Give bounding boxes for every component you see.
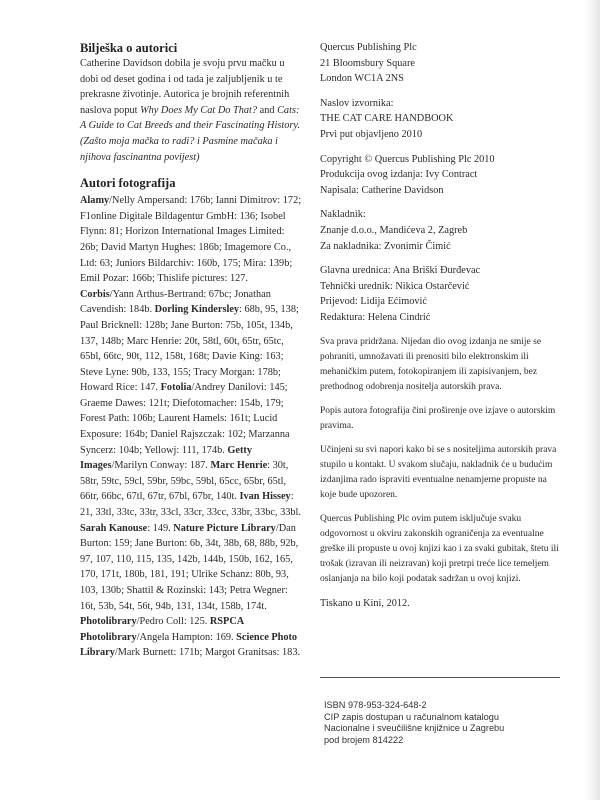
credit-text: /Dan Burton: 159; Jane Burton: 6b, 34t, 38b, 68, 88b, 92b, 97, 107, 110, 115, 135, 142b, 144b, 150b, 162, 165, 170, 171t, 180b, 181, 191; Ulrike Schanz: 80b, 93, 103, 130b; Shattil & Rozinski: 143; Petra Wegner: 16t, 53b, 54t, 56t, 94b, 131, 134t, 158b, 174t. bbox=[80, 522, 299, 612]
editor-in-chief: Glavna urednica: Ana Briški Đurđevac bbox=[320, 265, 481, 277]
credit-text: /Angela Hampton: 169. bbox=[136, 631, 237, 643]
croatian-publisher-address: Znanje d.o.o., Mandićeva 2, Zagreb bbox=[320, 224, 468, 236]
technical-editor: Tehnički urednik: Nikica Ostarčević bbox=[320, 280, 470, 292]
original-title-label: Naslov izvornika: bbox=[320, 97, 394, 109]
about-author-title-2: Cats: A Guide to Cat Breeds and their Fascinating History.(Zašto moja mačka to radi? i Pasmine mačaka i njihova fascinantna povijest) bbox=[80, 104, 300, 163]
staff-block bbox=[320, 263, 560, 325]
credit-text: /Nelly Ampersand: 176b; Ianni Dimitrov: 172; F1online Digitale Bildagentur GmbH: 136; Isobel Flynn: 81; Horizon International Images Limited: 26b; David Martyn Hughes: 186b; Imagemore Co., Ltd: 63; Juniors Bildarchiv: 160b, 175; Mira: 139b; Emil Pozar: 166b; Thislife pictures: 127. bbox=[80, 195, 302, 285]
divider-rule bbox=[320, 677, 560, 678]
credit-text: /Andrey Danilovi: 145; Graeme Dawes: 121t; Diefotomacher: 154b, 179; Forest Path: 106b; Laurent Hamels: 161t; Lucid Exposure: 164b; Daniel Rajszczak: 102; Marzanna Syncerz: 104b; Yellowj: 111, 174b. bbox=[80, 382, 290, 456]
cip-line-1: CIP zapis dostupan u računalnom katalogu bbox=[324, 711, 500, 722]
credit-text: /Pedro Coll: 125. bbox=[136, 616, 210, 628]
publisher-name: Quercus Publishing Plc bbox=[320, 42, 417, 53]
credit-agency: Science Photo Library bbox=[80, 631, 298, 659]
copyright-block bbox=[320, 152, 560, 199]
rights-paragraph-2: Popis autora fotografija čini proširenje ove izjave o autorskim pravima. bbox=[320, 405, 556, 431]
publisher-street: 21 Bloomsbury Square bbox=[320, 57, 415, 69]
credit-agency: Photolibrary bbox=[80, 616, 137, 628]
credit-text: : 68b, 95, 138; Paul Bricknell: 128b; Jane Burton: 75b, 105t, 134b, 137, 148b; Marc Henrie: 20t, 58tl, 60t, 65tr, 65tc, 65bl, 66tc, 90t, 112, 158t, 168t; Davie King: 163; Steve Lyne: 90b, 133, 155; Tracy Morgan: 178b; Howard Rice: 147. bbox=[80, 304, 299, 394]
rights-block bbox=[320, 335, 560, 587]
isbn-number: ISBN 978-953-324-648-2 bbox=[324, 700, 427, 710]
credit-text: : 30t, 58tr, 59tc, 59cl, 59br, 59bc, 59bl, 65cc, 65br, 65tl, 66tr, 66bc, 67tl, 67tr, 67bl, 67br, 140t. bbox=[80, 460, 289, 503]
credit-agency: Ivan Hissey bbox=[239, 491, 291, 503]
credit-agency: Dorling Kindersley bbox=[154, 304, 240, 316]
about-author-title-1: Why Does My Cat Do That? bbox=[140, 104, 258, 116]
left-column bbox=[80, 40, 302, 661]
credit-agency: Getty Images bbox=[80, 444, 252, 472]
about-author-section bbox=[80, 40, 302, 165]
croatian-publisher-rep: Za nakladnika: Zvonimir Čimić bbox=[320, 240, 451, 252]
first-published: Prvi put objavljeno 2010 bbox=[320, 128, 423, 140]
printed-in: Tiskano u Kini, 2012. bbox=[320, 597, 410, 609]
credit-agency: Marc Henrie bbox=[210, 460, 268, 472]
credit-agency: Fotolia bbox=[160, 382, 192, 394]
rights-paragraph-1: Sva prava pridržana. Nijedan dio ovog izdanja ne smije se pohraniti, umnožavati ili prenositi bilo elektronskim ili mehaničkim putem, fotokopiranjem ili zapisivanjem, bez prethodnog odobrenja nositelja autorskih prava. bbox=[320, 336, 542, 392]
about-author-heading: Bilješka o autorici bbox=[80, 41, 178, 55]
author-line: Napisala: Catherine Davidson bbox=[320, 184, 444, 196]
credit-text: /Marilyn Conway: 187. bbox=[111, 460, 211, 472]
photo-credits-section bbox=[80, 175, 302, 661]
credit-text: /Yann Arthus-Bertrand: 67bc; Jonathan Cavendish: 184b. bbox=[80, 288, 271, 316]
cip-line-3: pod brojem 814222 bbox=[324, 734, 404, 745]
croatian-publisher-block bbox=[320, 207, 560, 254]
credit-agency: Sarah Kanouse bbox=[80, 522, 148, 534]
credit-agency: Nature Picture Library bbox=[173, 522, 276, 534]
cip-line-2: Nacionalne i sveučilišne knjižnice u Zagrebu bbox=[324, 723, 505, 734]
original-title: THE CAT CARE HANDBOOK bbox=[320, 113, 454, 125]
production-line: Produkcija ovog izdanja: Ivy Contract bbox=[320, 169, 478, 181]
right-column bbox=[320, 40, 560, 611]
credit-agency: Corbis bbox=[80, 288, 110, 300]
original-title-block bbox=[320, 96, 560, 143]
translator: Prijevod: Lidija Ećimović bbox=[320, 296, 427, 308]
proofreader: Redaktura: Helena Cindrić bbox=[320, 311, 431, 323]
about-author-text bbox=[80, 56, 302, 165]
photo-credits-heading: Autori fotografija bbox=[80, 176, 176, 191]
credit-text: : 149. bbox=[147, 522, 174, 534]
credit-text: : 21, 33tl, 33tc, 33tr, 33cl, 33cr, 33cc, 33br, 33bc, 33bl. bbox=[80, 491, 301, 519]
about-author-text-2: and bbox=[257, 104, 278, 116]
credit-agency: RSPCA Photolibrary bbox=[80, 616, 244, 643]
about-author-text-1: Catherine Davidson dobila je svoju prvu mačku u dobi od deset godina i od tada je zaljubljenik u te prekrasne životinje. Autorica je brojnih referentnih naslova poput bbox=[80, 58, 290, 116]
credit-text: /Mark Burnett: 171b; Margot Granitsas: 183. bbox=[114, 647, 301, 659]
isbn-block bbox=[324, 700, 564, 746]
copyright-line: Copyright © Quercus Publishing Plc 2010 bbox=[320, 153, 495, 165]
croatian-publisher-label: Nakladnik: bbox=[320, 209, 366, 221]
rights-paragraph-4: Quercus Publishing Plc ovim putem isključuje svaku odgovornost u okviru zakonskih ograničenja za eventualne greške ili propuste u ovoj knjizi kao i za svaki gubitak, štetu ili trošak (izravan ili neizravan) koji pretrpi treće lice temeljem oslanjanja na bilo koji podatak sadržan u ovoj knjizi. bbox=[320, 513, 559, 584]
rights-paragraph-3: Učinjeni su svi napori kako bi se s nositeljima autorskih prava stupilo u kontakt. U svakom slučaju, nakladnik će u budućim izdanjima rado ispraviti eventualne nenamjerne propuste na koje bude upozoren. bbox=[320, 444, 557, 500]
photo-credits-text bbox=[80, 193, 302, 661]
page-edge-shadow bbox=[586, 0, 600, 800]
credit-agency: Alamy bbox=[80, 195, 110, 207]
publisher-city: London WC1A 2NS bbox=[320, 73, 404, 85]
publisher-block bbox=[320, 40, 560, 87]
